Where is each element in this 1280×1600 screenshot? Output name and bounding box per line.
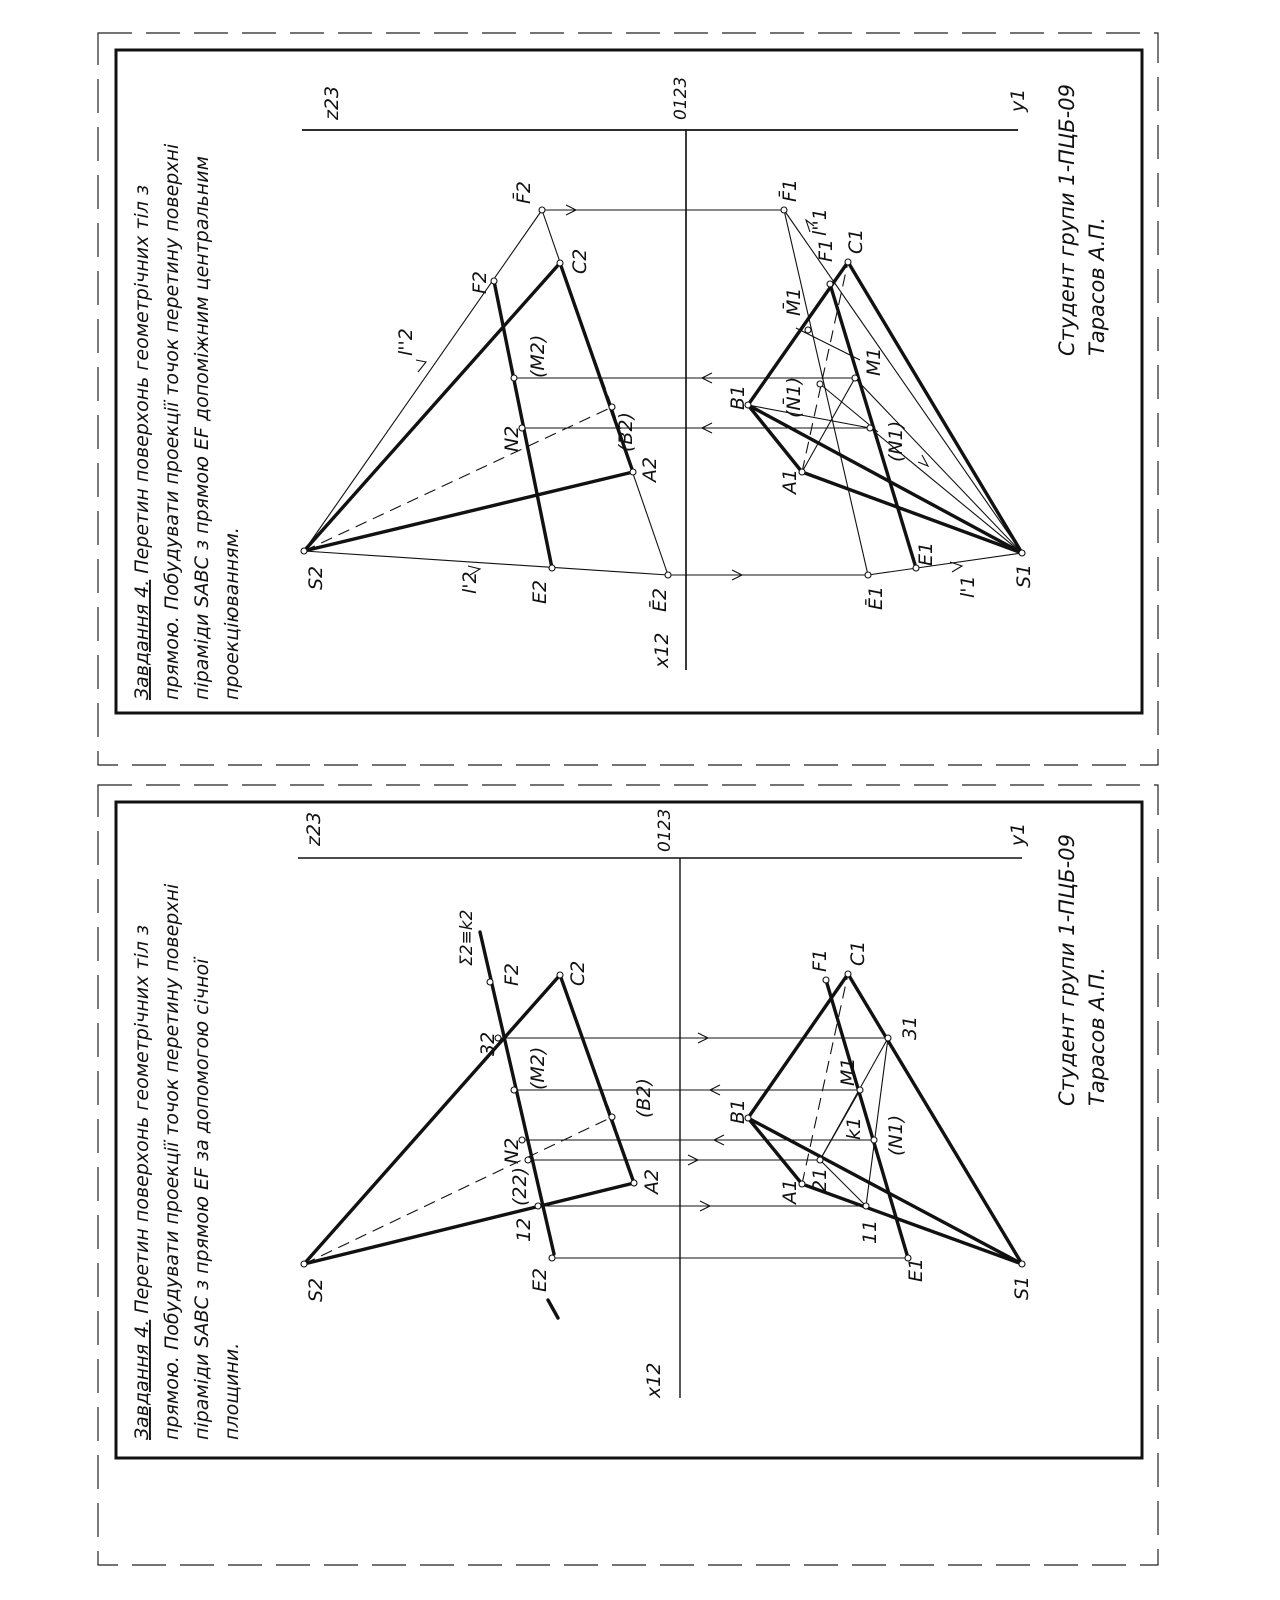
label-P11: 11 — [859, 1219, 881, 1244]
label-l2p: l'2 — [459, 571, 481, 594]
label-N1bar: (N̄1) — [783, 376, 805, 418]
label-F1: F1 — [809, 948, 831, 972]
label-N1: (N1) — [885, 1114, 907, 1156]
student-text-block — [1055, 84, 1109, 356]
label-F2bar: F̄2 — [513, 180, 535, 204]
axis-z-label: z23 — [321, 85, 343, 120]
outer-dashed-frame — [98, 33, 1158, 765]
label-l1p: l'1 — [957, 575, 979, 598]
label-K1: k1 — [843, 1116, 865, 1140]
label-A2: A2 — [641, 1168, 663, 1194]
label-M1: M1 — [863, 347, 885, 376]
label-sigma: Σ2≡k2 — [457, 909, 477, 966]
label-C2: C2 — [569, 248, 591, 274]
label-N2: N2 — [501, 425, 523, 452]
label-S2: S2 — [305, 1277, 327, 1302]
label-E2bar: Ē2 — [649, 587, 671, 612]
student-text-block — [1055, 834, 1109, 1106]
label-M1bar: M̄1 — [783, 287, 805, 316]
outer-dashed-frame — [98, 785, 1158, 1565]
label-P22: (22) — [509, 1166, 531, 1206]
label-E2: E2 — [529, 579, 551, 604]
label-E1bar: Ē1 — [865, 585, 887, 610]
label-N1: (N1) — [885, 420, 907, 462]
label-A1: A1 — [779, 468, 801, 494]
label-F1: F1 — [815, 238, 837, 262]
label-N2: N2 — [501, 1137, 523, 1164]
label-B2: (B2) — [633, 1078, 655, 1118]
task-line3: піраміди SABC з прямою EF за допомогою січної — [191, 958, 213, 1440]
label-C2: C2 — [567, 960, 589, 986]
student-line1: Студент групи 1-ПЦБ-09 — [1055, 834, 1079, 1106]
label-F1bar: F̄1 — [779, 178, 801, 202]
axis-o-label: 0123 — [671, 76, 691, 120]
label-C1: C1 — [845, 228, 867, 254]
label-A1: A1 — [779, 1178, 801, 1204]
student-line1: Студент групи 1-ПЦБ-09 — [1055, 84, 1079, 356]
student-line2: Тарасов А.П. — [1085, 967, 1109, 1106]
label-S1: S1 — [1011, 1275, 1033, 1300]
inner-frame — [116, 50, 1142, 713]
task-line3: піраміди SABC з прямою EF допоміжним центральним — [191, 156, 213, 700]
task-line4: площини. — [221, 1342, 243, 1440]
label-B2: (B2) — [615, 412, 637, 452]
axis-x-label: x12 — [643, 1362, 665, 1398]
task-line2: прямою. Побудувати проекції точок перетину поверхні — [161, 143, 183, 700]
task-text-block — [131, 143, 243, 700]
inner-frame — [116, 802, 1142, 1458]
label-l2pp: l''2 — [395, 328, 417, 356]
task-text-block — [131, 883, 243, 1440]
axis-x-label: x12 — [651, 632, 673, 668]
label-S2: S2 — [305, 565, 327, 590]
label-P31: 31 — [899, 1015, 921, 1040]
label-M1: M1 — [837, 1057, 859, 1086]
label-S1: S1 — [1013, 563, 1035, 588]
label-B1: B1 — [727, 1098, 749, 1124]
frontal-projection — [301, 932, 908, 1318]
panel-central-projection — [98, 33, 1158, 765]
label-F2: F2 — [501, 962, 523, 986]
label-M2: (M2) — [527, 334, 549, 378]
label-P12: 12 — [513, 1217, 535, 1242]
label-E1: E1 — [905, 1257, 927, 1282]
label-A2: A2 — [639, 456, 661, 482]
label-E2: E2 — [529, 1267, 551, 1292]
label-B1: B1 — [727, 384, 749, 410]
task-line2: прямою. Побудувати проекції точок перетину поверхні — [161, 883, 183, 1440]
student-line2: Тарасов А.П. — [1085, 217, 1109, 356]
axis-y-label: y1 — [1007, 88, 1029, 112]
label-P21: 21 — [809, 1167, 831, 1192]
label-C1: C1 — [847, 940, 869, 966]
label-P32: 32 — [477, 1031, 499, 1056]
axis-z-label: z23 — [303, 811, 325, 846]
label-F2: F2 — [469, 270, 491, 294]
label-l1pp: l''1 — [809, 208, 831, 236]
task-title-line1: Завдання 4. Перетин поверхонь геометрічних тіл з — [131, 924, 153, 1440]
panel-secant-plane — [98, 785, 1158, 1565]
label-E1: E1 — [915, 541, 937, 566]
label-M2: (M2) — [527, 1046, 549, 1090]
axis-o-label: 0123 — [655, 808, 675, 852]
task-line4: проекціюванням. — [221, 527, 243, 700]
axis-y-label: y1 — [1007, 822, 1029, 846]
task-title-line1: Завдання 4. Перетин поверхонь геометрічних тіл з — [131, 184, 153, 700]
